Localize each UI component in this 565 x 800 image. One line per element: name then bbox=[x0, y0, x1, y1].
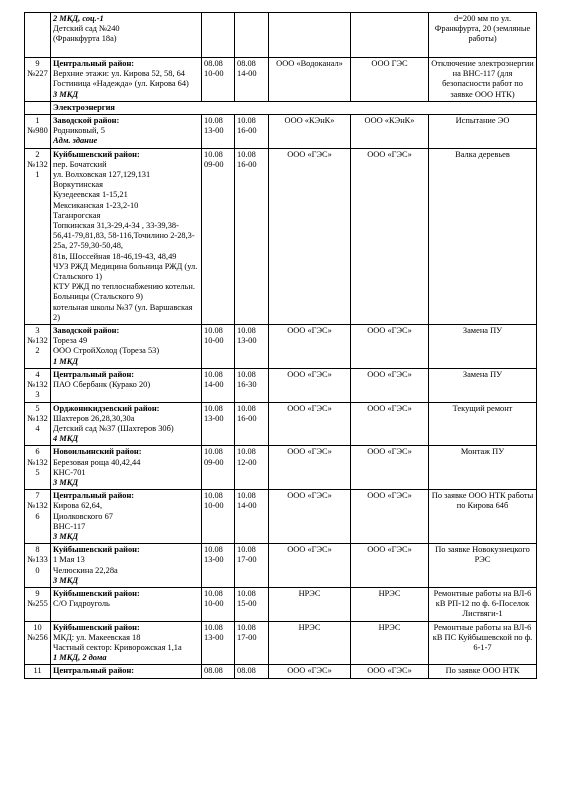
from-time: 13-00 bbox=[204, 126, 224, 136]
address-cell bbox=[51, 325, 202, 369]
address-cell bbox=[51, 368, 202, 402]
to-date: 08.08 bbox=[237, 666, 256, 676]
from-cell bbox=[202, 368, 235, 402]
district-label: Центральный район: bbox=[53, 59, 135, 68]
to-time: 14-00 bbox=[237, 69, 257, 79]
from-date: 10.08 bbox=[204, 403, 223, 413]
to-cell bbox=[235, 587, 269, 621]
table-row bbox=[25, 446, 537, 490]
from-cell bbox=[202, 544, 235, 588]
address-line: (Франкфурта 18а) bbox=[53, 34, 117, 44]
from-cell bbox=[202, 13, 235, 58]
request-id: №256 bbox=[27, 632, 48, 642]
address-line: ул. Волховская 127,129,131 bbox=[53, 170, 151, 180]
reason-cell: По заявке ООО НТК работы по Кирова 64б bbox=[429, 490, 537, 544]
from-cell bbox=[202, 665, 235, 678]
address-line: Топкинская 31,3-29,4-34 , 33-39,38-56,41-79,81,83, 58-116,Точилино 2-28,3-25а, 27-59,30-50,48, bbox=[53, 221, 195, 251]
executor-cell: ООО «ГЭС» bbox=[351, 148, 429, 324]
reason-cell: По заявке ООО НТК bbox=[429, 665, 537, 678]
to-time: 15-00 bbox=[237, 599, 257, 609]
from-time: 13-00 bbox=[204, 413, 224, 423]
to-date: 10.08 bbox=[237, 116, 256, 126]
address-line: Кузедеевская 1-15,21 bbox=[53, 190, 128, 200]
note-text: 1 МКД bbox=[53, 356, 79, 366]
address-line: Кирова 62,64, bbox=[53, 501, 103, 511]
note-text: 4 МКД bbox=[53, 434, 79, 444]
to-cell bbox=[235, 621, 269, 665]
request-id: №1325 bbox=[27, 457, 48, 477]
executor-cell: ООО «ГЭС» bbox=[351, 665, 429, 678]
note-text: 3 МКД bbox=[53, 477, 79, 487]
to-date: 10.08 bbox=[237, 447, 256, 457]
table-row bbox=[25, 402, 537, 446]
to-cell bbox=[235, 446, 269, 490]
to-cell bbox=[235, 665, 269, 678]
to-date: 10.08 bbox=[237, 588, 256, 598]
org-cell: НРЭС bbox=[269, 621, 351, 665]
address-line: ООО СтройХолод (Тореза 53) bbox=[53, 346, 160, 356]
executor-cell: ООО «ГЭС» bbox=[351, 446, 429, 490]
table-row-continued bbox=[25, 13, 537, 58]
row-number: 5 bbox=[35, 403, 40, 413]
address-line: ВНС-117 bbox=[53, 521, 86, 531]
from-time: 09-00 bbox=[204, 457, 224, 467]
table-row bbox=[25, 665, 537, 678]
district-label: Куйбышевский район: bbox=[53, 622, 140, 632]
num-cell bbox=[25, 101, 51, 114]
address-cell bbox=[51, 621, 202, 665]
address-line: Мексиканская 1-23,2-10 bbox=[53, 200, 139, 210]
reason-cell: Текущий ремонт bbox=[429, 402, 537, 446]
reason-cell: Замена ПУ bbox=[429, 368, 537, 402]
address-line: МКД: ул. Макеевская 18 bbox=[53, 632, 141, 642]
executor-cell: НРЭС bbox=[351, 587, 429, 621]
from-date: 10.08 bbox=[204, 369, 223, 379]
num-cell bbox=[25, 446, 51, 490]
reason-cell: Ремонтные работы на ВЛ-6 кВ ПС Куйбышевской по ф. 6-1-7 bbox=[429, 621, 537, 665]
to-date: 10.08 bbox=[237, 403, 256, 413]
row-number: 9 bbox=[35, 588, 40, 598]
district-label: Новоильинский район: bbox=[53, 447, 142, 457]
address-line: пер. Бочатский bbox=[53, 159, 107, 169]
from-date: 10.08 bbox=[204, 491, 223, 501]
num-cell bbox=[25, 13, 51, 58]
address-cell bbox=[51, 402, 202, 446]
reason-cell: Замена ПУ bbox=[429, 325, 537, 369]
district-label: Куйбышевский район: bbox=[53, 149, 140, 159]
num-cell bbox=[25, 115, 51, 149]
request-id: №980 bbox=[27, 126, 48, 136]
district-label: Центральный район: bbox=[53, 369, 135, 379]
row-number: 6 bbox=[35, 447, 40, 457]
address-cell bbox=[51, 446, 202, 490]
address-line: 1 Мая 13 bbox=[53, 555, 85, 565]
to-time: 17-00 bbox=[237, 555, 257, 565]
district-label: Орджоникидзевский район: bbox=[53, 403, 160, 413]
reason-cell: Валка деревьев bbox=[429, 148, 537, 324]
from-date: 10.08 bbox=[204, 545, 223, 555]
executor-cell bbox=[351, 13, 429, 58]
reason-cell: Отключение электроэнергии на ВНС-117 (для безопасности работ по заявке ООО НТК) bbox=[429, 58, 537, 102]
from-date: 10.08 bbox=[204, 622, 223, 632]
address-line: С/О Гидроуголь bbox=[53, 599, 110, 609]
to-date: 10.08 bbox=[237, 149, 256, 159]
address-line: Циолковского 67 bbox=[53, 511, 113, 521]
executor-cell: ООО «ГЭС» bbox=[351, 544, 429, 588]
org-cell: ООО «ГЭС» bbox=[269, 544, 351, 588]
from-time: 10-00 bbox=[204, 69, 224, 79]
to-cell bbox=[235, 490, 269, 544]
note-text: 3 МКД bbox=[53, 89, 79, 99]
from-time: 13-00 bbox=[204, 632, 224, 642]
to-time: 12-00 bbox=[237, 457, 257, 467]
address-cell bbox=[51, 148, 202, 324]
org-cell: ООО «ГЭС» bbox=[269, 325, 351, 369]
table-row bbox=[25, 368, 537, 402]
table-row bbox=[25, 490, 537, 544]
district-label: Заводской район: bbox=[53, 116, 120, 126]
reason-cell: По заявке Новокузнецкого РЭС bbox=[429, 544, 537, 588]
note-text: 1 МКД, 2 дома bbox=[53, 653, 107, 663]
to-cell bbox=[235, 325, 269, 369]
address-line: Шахтеров 26,28,30,30а bbox=[53, 413, 135, 423]
table-row bbox=[25, 115, 537, 149]
to-date: 10.08 bbox=[237, 491, 256, 501]
org-cell: ООО «ГЭС» bbox=[269, 490, 351, 544]
from-time: 13-00 bbox=[204, 555, 224, 565]
executor-cell: ООО ГЭС bbox=[351, 58, 429, 102]
from-time: 10-00 bbox=[204, 336, 224, 346]
from-cell bbox=[202, 58, 235, 102]
district-label: Куйбышевский район: bbox=[53, 545, 140, 555]
org-cell: НРЭС bbox=[269, 587, 351, 621]
table-row bbox=[25, 621, 537, 665]
executor-cell: ООО «КЭнК» bbox=[351, 115, 429, 149]
address-line: Тореза 49 bbox=[53, 336, 88, 346]
from-time: 14-00 bbox=[204, 380, 224, 390]
to-date: 10.08 bbox=[237, 545, 256, 555]
request-id: №255 bbox=[27, 599, 48, 609]
to-date: 10.08 bbox=[237, 369, 256, 379]
to-time: 14-00 bbox=[237, 501, 257, 511]
org-cell: ООО «ГЭС» bbox=[269, 148, 351, 324]
from-date: 08.08 bbox=[204, 59, 223, 68]
reason-cell: Испытание ЭО bbox=[429, 115, 537, 149]
from-cell bbox=[202, 446, 235, 490]
row-number: 8 bbox=[35, 545, 40, 555]
to-date: 10.08 bbox=[237, 622, 256, 632]
address-cell bbox=[51, 544, 202, 588]
request-id: №1326 bbox=[27, 501, 48, 521]
row-number: 7 bbox=[35, 491, 40, 501]
from-cell bbox=[202, 325, 235, 369]
request-id: №1323 bbox=[27, 380, 48, 400]
address-line: Частный сектор: Криворожская 1,1а bbox=[53, 642, 182, 652]
row-number: 11 bbox=[33, 666, 42, 676]
note-text: Адм. здание bbox=[53, 136, 98, 146]
request-id: №1322 bbox=[27, 336, 48, 356]
num-cell bbox=[25, 490, 51, 544]
address-line: Детский сад №240 bbox=[53, 24, 120, 34]
to-date: 10.08 bbox=[237, 326, 256, 336]
reason-cell: Монтаж ПУ bbox=[429, 446, 537, 490]
to-time: 16-00 bbox=[237, 413, 257, 423]
to-cell bbox=[235, 148, 269, 324]
from-time: 10-00 bbox=[204, 599, 224, 609]
org-cell: ООО «ГЭС» bbox=[269, 402, 351, 446]
num-cell bbox=[25, 402, 51, 446]
row-number: 3 bbox=[35, 326, 40, 336]
num-cell bbox=[25, 665, 51, 678]
to-date: 08.08 bbox=[237, 59, 256, 68]
to-time: 13-00 bbox=[237, 336, 257, 346]
from-cell bbox=[202, 587, 235, 621]
address-line: КНС-701 bbox=[53, 467, 86, 477]
from-date: 10.08 bbox=[204, 588, 223, 598]
address-cell bbox=[51, 490, 202, 544]
num-cell bbox=[25, 621, 51, 665]
district-label: Центральный район: bbox=[53, 666, 135, 676]
address-line: Гостиница «Надежда» (ул. Кирова 64) bbox=[53, 79, 189, 89]
district-label: Куйбышевский район: bbox=[53, 588, 140, 598]
request-id: №1324 bbox=[27, 413, 48, 433]
address-line: котельная школы №37 (ул. Варшавская 2) bbox=[53, 302, 193, 322]
row-number: 9 bbox=[35, 59, 40, 68]
executor-cell: ООО «ГЭС» bbox=[351, 402, 429, 446]
executor-cell: ООО «ГЭС» bbox=[351, 490, 429, 544]
reason-cell: d=200 мм по ул. Франкфурта, 20 (земляные работы) bbox=[429, 13, 537, 58]
from-date: 10.08 bbox=[204, 116, 223, 126]
from-cell bbox=[202, 148, 235, 324]
address-line: Челюскина 22,28а bbox=[53, 565, 118, 575]
row-number: 4 bbox=[35, 369, 40, 379]
to-cell bbox=[235, 402, 269, 446]
address-line: Воркутинская bbox=[53, 180, 103, 190]
address-cell bbox=[51, 587, 202, 621]
from-date: 10.08 bbox=[204, 326, 223, 336]
from-time: 09-00 bbox=[204, 159, 224, 169]
executor-cell: ООО «ГЭС» bbox=[351, 368, 429, 402]
table-row bbox=[25, 148, 537, 324]
district-label: Центральный район: bbox=[53, 491, 135, 501]
executor-cell: НРЭС bbox=[351, 621, 429, 665]
to-time: 16-00 bbox=[237, 159, 257, 169]
request-id: №1330 bbox=[27, 555, 48, 575]
org-cell bbox=[269, 13, 351, 58]
address-cell bbox=[51, 13, 202, 58]
org-cell: ООО «Водоканал» bbox=[269, 58, 351, 102]
from-date: 08.08 bbox=[204, 666, 223, 676]
address-line: КТУ РЖД по теплоснабжению котельн. Больницы (Стальского 9) bbox=[53, 282, 195, 302]
num-cell bbox=[25, 325, 51, 369]
table-row bbox=[25, 325, 537, 369]
request-id: №1321 bbox=[27, 159, 48, 180]
from-cell bbox=[202, 490, 235, 544]
address-line: Березовая роща 40,42,44 bbox=[53, 457, 141, 467]
address-line: Детский сад №37 (Шахтеров 30б) bbox=[53, 423, 174, 433]
from-date: 10.08 bbox=[204, 447, 223, 457]
section-row bbox=[25, 101, 537, 114]
address-line: ЧУЗ РЖД Медицина больница РЖД (ул. Стальского 1) bbox=[53, 261, 198, 282]
request-id: №227 bbox=[27, 69, 48, 79]
note-text: 3 МКД bbox=[53, 531, 79, 541]
org-cell: ООО «ГЭС» bbox=[269, 368, 351, 402]
num-cell bbox=[25, 58, 51, 102]
num-cell bbox=[25, 587, 51, 621]
to-cell bbox=[235, 368, 269, 402]
num-cell bbox=[25, 148, 51, 324]
table-row bbox=[25, 544, 537, 588]
to-time: 16-00 bbox=[237, 126, 257, 136]
from-date: 10.08 bbox=[204, 149, 223, 159]
row-number: 1 bbox=[35, 116, 40, 126]
row-number: 10 bbox=[33, 622, 42, 632]
org-cell: ООО «КЭнК» bbox=[269, 115, 351, 149]
from-cell bbox=[202, 621, 235, 665]
from-cell bbox=[202, 115, 235, 149]
num-cell bbox=[25, 544, 51, 588]
org-cell: ООО «ГЭС» bbox=[269, 446, 351, 490]
address-cell bbox=[51, 665, 202, 678]
to-cell bbox=[235, 115, 269, 149]
to-time: 16-30 bbox=[237, 380, 257, 390]
to-cell bbox=[235, 544, 269, 588]
executor-cell: ООО «ГЭС» bbox=[351, 325, 429, 369]
org-cell: ООО «ГЭС» bbox=[269, 665, 351, 678]
reason-cell: Ремонтные работы на ВЛ-6 кВ РП-12 по ф. 6-Поселок Листвяги-1 bbox=[429, 587, 537, 621]
address-cell bbox=[51, 115, 202, 149]
outage-table bbox=[24, 12, 537, 679]
row-number: 2 bbox=[35, 149, 40, 159]
address-cell bbox=[51, 58, 202, 102]
to-time: 17-00 bbox=[237, 632, 257, 642]
num-cell bbox=[25, 368, 51, 402]
district-label: Заводской район: bbox=[53, 326, 120, 336]
to-cell bbox=[235, 58, 269, 102]
section-heading: Электроэнергия bbox=[51, 101, 537, 114]
note-text: 3 МКД bbox=[53, 575, 79, 585]
to-cell bbox=[235, 13, 269, 58]
note-text: 2 МКД, соц.-1 bbox=[53, 14, 104, 23]
table-row bbox=[25, 587, 537, 621]
address-line: Родниковый, 5 bbox=[53, 126, 105, 136]
address-line: Верхние этажи: ул. Кирова 52, 58, 64 bbox=[53, 69, 185, 79]
table-row bbox=[25, 58, 537, 102]
address-line: Таганрогская bbox=[53, 210, 101, 220]
from-time: 10-00 bbox=[204, 501, 224, 511]
address-line: 81в, Шоссейная 18-46,19-43, 48,49 bbox=[53, 251, 177, 261]
from-cell bbox=[202, 402, 235, 446]
address-line: ПАО Сбербанк (Курако 20) bbox=[53, 380, 151, 390]
